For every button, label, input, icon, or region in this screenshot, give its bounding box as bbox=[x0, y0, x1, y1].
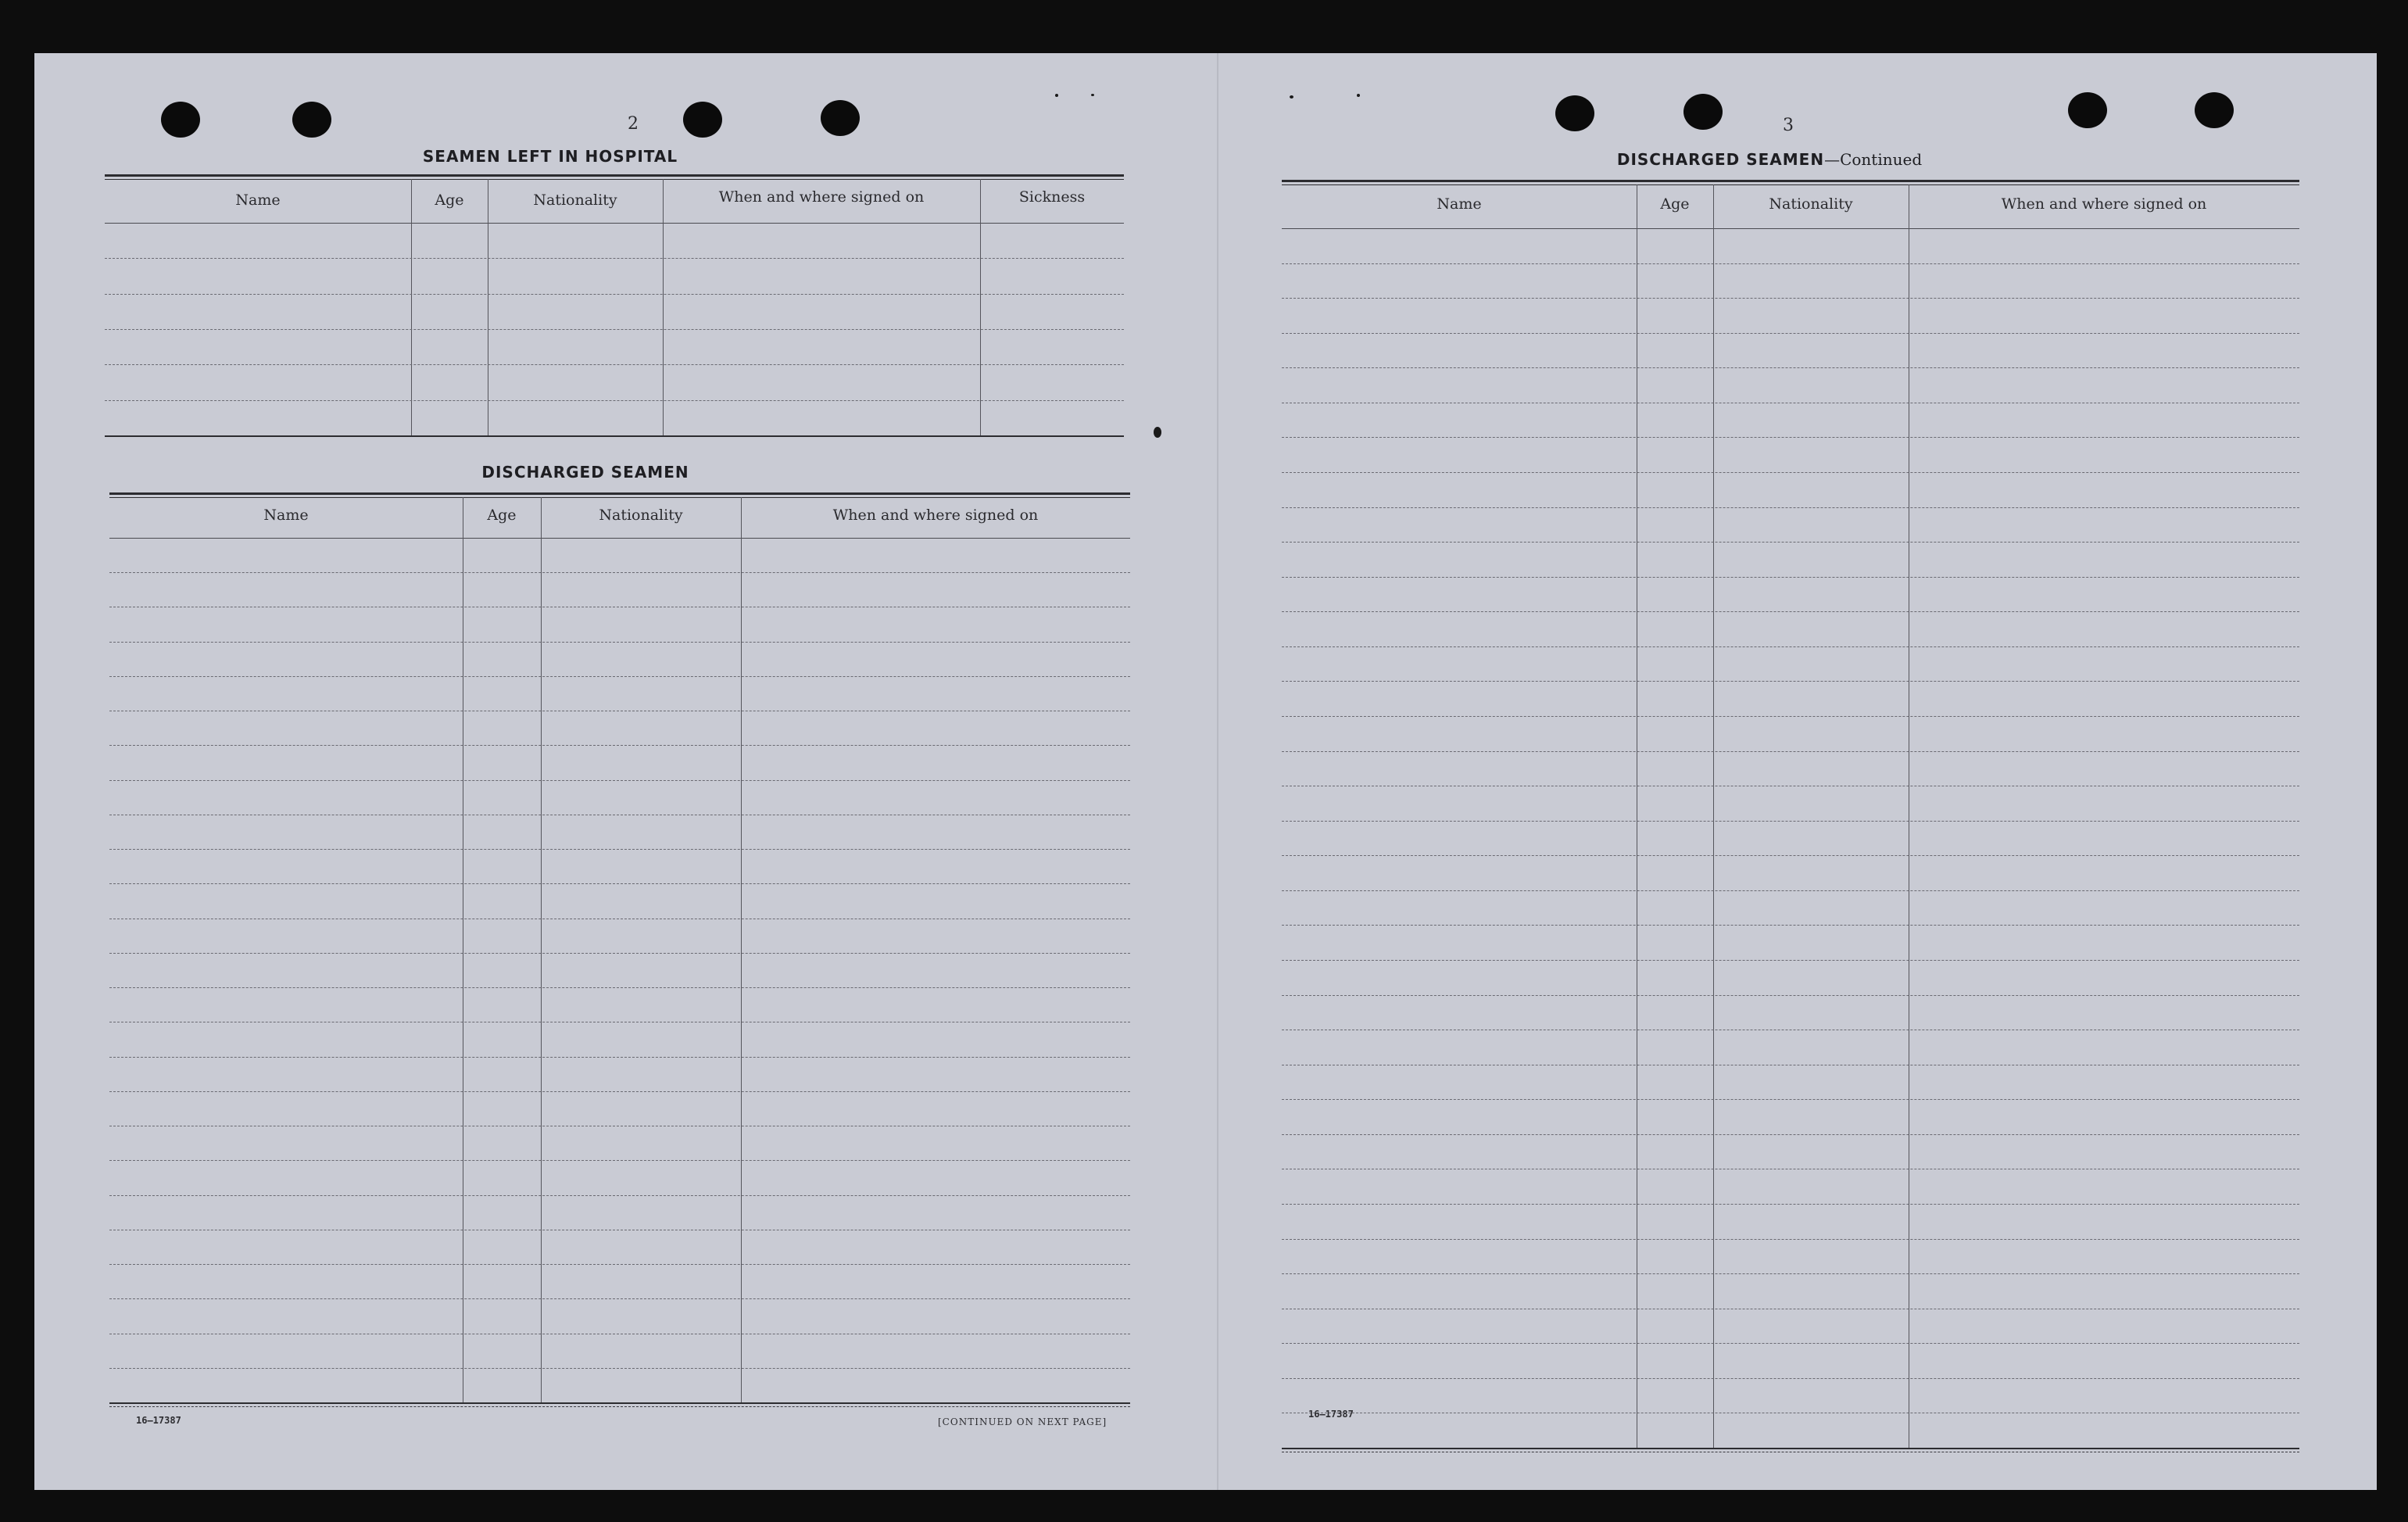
ink-speck bbox=[1091, 94, 1094, 96]
table-row bbox=[1282, 751, 2299, 752]
table-row bbox=[1282, 472, 2299, 473]
table-row bbox=[109, 987, 1130, 988]
column-header-nationality: Nationality bbox=[533, 192, 617, 209]
table-row bbox=[1282, 890, 2299, 891]
punch-hole bbox=[161, 102, 200, 138]
punch-hole bbox=[1555, 95, 1594, 131]
table-row bbox=[1282, 1099, 2299, 1100]
table-row bbox=[105, 258, 1124, 259]
table-row bbox=[1282, 716, 2299, 717]
column-header-name: Name bbox=[1437, 195, 1482, 213]
table-row bbox=[105, 400, 1124, 401]
table-row bbox=[1282, 367, 2299, 368]
column-header-age: Age bbox=[1660, 195, 1690, 213]
table-row bbox=[1282, 1273, 2299, 1274]
header-divider bbox=[105, 223, 1124, 224]
form-code-right: 16—17387 bbox=[1308, 1409, 1354, 1420]
table-row bbox=[1282, 646, 2299, 647]
discharged-continued-main: DISCHARGED SEAMEN bbox=[1616, 150, 1825, 169]
ink-speck bbox=[1154, 427, 1161, 438]
table-row bbox=[105, 294, 1124, 295]
table-row bbox=[109, 1160, 1130, 1161]
table-row bbox=[1282, 333, 2299, 334]
table-row bbox=[1282, 577, 2299, 578]
table-row bbox=[109, 676, 1130, 677]
table-row bbox=[1282, 611, 2299, 612]
punch-hole bbox=[2068, 92, 2107, 128]
table-row bbox=[1282, 1378, 2299, 1379]
discharged-continued-table bbox=[1282, 180, 2299, 1452]
column-header-signed-on: When and where signed on bbox=[2001, 195, 2207, 213]
table-top-rule bbox=[1282, 180, 2299, 185]
punch-hole bbox=[292, 102, 331, 138]
form-code-left: 16—17387 bbox=[136, 1415, 181, 1426]
table-row bbox=[109, 1298, 1130, 1299]
header-divider bbox=[109, 538, 1130, 539]
table-row bbox=[1282, 507, 2299, 508]
table-row bbox=[109, 780, 1130, 781]
table-row bbox=[1282, 925, 2299, 926]
table-row bbox=[109, 883, 1130, 884]
column-header-signed-on: When and where signed on bbox=[718, 188, 925, 206]
page-number-left: 2 bbox=[628, 114, 639, 134]
discharged-continued-title bbox=[1566, 150, 1973, 169]
punch-hole bbox=[821, 100, 860, 136]
table-top-rule bbox=[105, 174, 1124, 180]
header-divider bbox=[1282, 228, 2299, 229]
table-row bbox=[1282, 821, 2299, 822]
table-row bbox=[109, 572, 1130, 573]
table-row bbox=[1282, 855, 2299, 856]
column-header-nationality: Nationality bbox=[1769, 195, 1853, 213]
ink-speck bbox=[1290, 95, 1293, 98]
column-header-nationality: Nationality bbox=[599, 507, 683, 524]
column-header-age: Age bbox=[435, 192, 464, 209]
table-row bbox=[1282, 437, 2299, 438]
column-header-sickness: Sickness bbox=[1018, 188, 1086, 206]
hospital-section-title: SEAMEN LEFT IN HOSPITAL bbox=[422, 147, 678, 166]
table-row bbox=[109, 642, 1130, 643]
table-row bbox=[1282, 1343, 2299, 1344]
column-divider bbox=[741, 497, 742, 1404]
table-row bbox=[1282, 681, 2299, 682]
table-row bbox=[1282, 995, 2299, 996]
page-fold bbox=[1217, 53, 1218, 1490]
table-row bbox=[109, 1091, 1130, 1092]
column-divider bbox=[663, 179, 664, 435]
ink-speck bbox=[1357, 94, 1360, 97]
punch-hole bbox=[1683, 94, 1723, 130]
table-row bbox=[1282, 1204, 2299, 1205]
column-header-signed-on: When and where signed on bbox=[832, 507, 1039, 524]
table-row bbox=[1282, 960, 2299, 961]
page-number-right: 3 bbox=[1783, 116, 1794, 135]
table-row bbox=[1282, 542, 2299, 543]
table-row bbox=[109, 745, 1130, 746]
column-divider bbox=[541, 497, 542, 1404]
table-row bbox=[1282, 1239, 2299, 1240]
table-row bbox=[105, 364, 1124, 365]
table-row bbox=[109, 1195, 1130, 1196]
column-divider bbox=[411, 179, 412, 435]
table-row bbox=[109, 1368, 1130, 1369]
table-bottom-rule bbox=[105, 435, 1124, 437]
table-row bbox=[109, 1057, 1130, 1058]
punch-hole bbox=[683, 102, 722, 138]
discharged-continued-suffix: —Continued bbox=[1824, 150, 1923, 169]
column-divider bbox=[1713, 184, 1714, 1449]
column-header-name: Name bbox=[235, 192, 281, 209]
ink-speck bbox=[1055, 94, 1058, 97]
table-bottom-rule bbox=[1282, 1448, 2299, 1452]
continued-note: [CONTINUED ON NEXT PAGE] bbox=[938, 1416, 1107, 1427]
column-header-age: Age bbox=[487, 507, 517, 524]
table-row bbox=[1282, 1134, 2299, 1135]
column-header-name: Name bbox=[263, 507, 309, 524]
document-sheet bbox=[34, 53, 2377, 1490]
punch-hole bbox=[2195, 92, 2234, 128]
column-divider bbox=[980, 179, 981, 435]
table-row bbox=[109, 953, 1130, 954]
hospital-table bbox=[105, 174, 1124, 439]
table-row bbox=[1282, 263, 2299, 264]
table-top-rule bbox=[109, 492, 1130, 498]
table-bottom-rule bbox=[109, 1402, 1130, 1407]
discharged-table bbox=[109, 492, 1130, 1406]
table-row bbox=[109, 1264, 1130, 1265]
table-row bbox=[109, 849, 1130, 850]
table-row bbox=[1282, 298, 2299, 299]
discharged-section-title: DISCHARGED SEAMEN bbox=[481, 463, 689, 482]
table-row bbox=[105, 329, 1124, 330]
